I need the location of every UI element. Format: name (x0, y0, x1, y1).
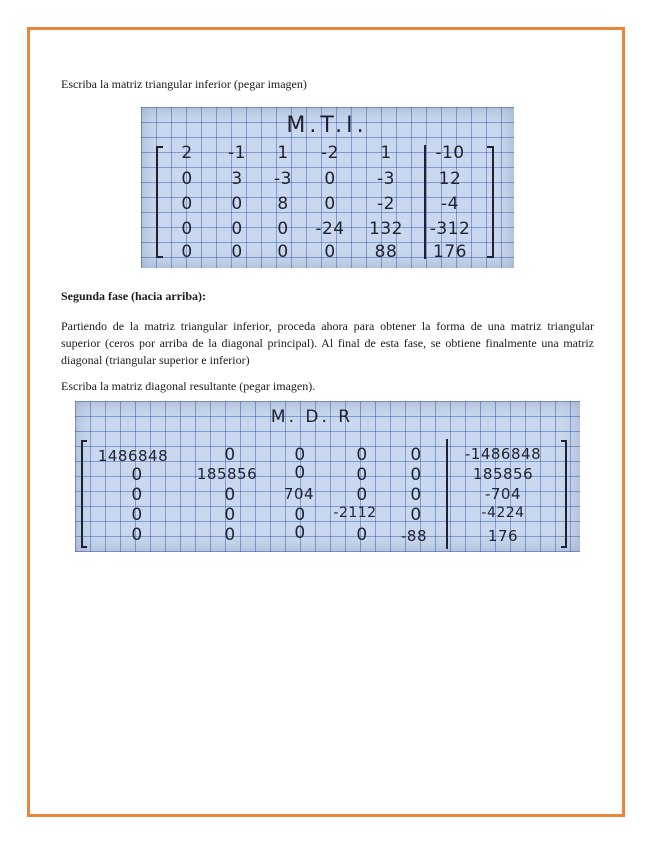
m2-cell: 0 (224, 485, 236, 505)
m1-cell: 176 (433, 242, 467, 262)
m2-cell: 0 (410, 445, 422, 465)
m1-cell: 1 (277, 143, 289, 163)
m1-cell: -3 (377, 169, 395, 189)
m2-cell: 0 (131, 485, 143, 505)
m2-cell: 176 (487, 527, 519, 545)
m1-cell: 0 (181, 242, 193, 262)
m2-cell: 704 (283, 485, 315, 503)
m2-cell: -1486848 (464, 445, 542, 463)
m1-cell: 0 (181, 219, 193, 239)
m1-cell: 0 (231, 219, 243, 239)
m2-cell: -704 (484, 485, 522, 503)
lower-triangular-matrix-image (141, 107, 514, 268)
diagonal-matrix-image (75, 401, 580, 552)
m2-cell: 0 (294, 523, 306, 543)
m1-cell: 12 (438, 169, 462, 189)
m1-cell: 0 (277, 219, 289, 239)
instruction-diagonal: Escriba la matriz diagonal resultante (pegar imagen). (61, 379, 316, 393)
m2-cell: 0 (294, 505, 306, 525)
m1-cell: 3 (231, 169, 243, 189)
m2-cell: -2112 (333, 505, 377, 521)
m1-cell: -2 (321, 143, 339, 163)
phase-description: Partiendo de la matriz triangular inferior, proceda ahora para obtener la forma de una matriz triangular superior (ceros por arriba de la diagonal principal). Al final de esta fase, se obtiene finalmente una matriz diagonal (triangular superior e inferior) (61, 319, 594, 367)
m2-cell: 1486848 (97, 447, 169, 465)
m2-cell: 0 (356, 525, 368, 545)
m2-cell: 0 (131, 505, 143, 525)
m1-cell: 2 (181, 143, 193, 163)
instruction-lower-triangular: Escriba la matriz triangular inferior (pegar imagen) (61, 77, 307, 91)
m2-cell: 0 (410, 505, 422, 525)
m2-cell: 0 (224, 525, 236, 545)
m2-cell: 185856 (472, 465, 534, 483)
m1-cell: 0 (231, 242, 243, 262)
section-heading: Segunda fase (hacia arriba): (61, 289, 206, 303)
m1-cell: -3 (274, 169, 292, 189)
m2-cell: 0 (294, 463, 306, 483)
m2-cell: 0 (224, 505, 236, 525)
m1-cell: 1 (380, 143, 392, 163)
m2-cell: 0 (131, 525, 143, 545)
m1-cell: 8 (277, 194, 289, 214)
m1-cell: 132 (369, 219, 403, 239)
m2-cell: 0 (410, 465, 422, 485)
m1-cell: 0 (181, 169, 193, 189)
m1-cell: -24 (315, 219, 345, 239)
m1-cell: -1 (228, 143, 246, 163)
m1-cell: -4 (441, 194, 459, 214)
m2-cell: 0 (224, 445, 236, 465)
matrix-2-title: M. D. R (270, 407, 354, 427)
m1-cell: 0 (277, 242, 289, 262)
m2-cell: 185856 (196, 465, 258, 483)
m1-cell: 0 (324, 169, 336, 189)
matrix-1-title: M.T.I. (286, 113, 368, 138)
m2-cell: 0 (410, 485, 422, 505)
m1-cell: 0 (231, 194, 243, 214)
m2-cell: 0 (356, 465, 368, 485)
m1-cell: -312 (429, 219, 471, 239)
m1-cell: -2 (377, 194, 395, 214)
m1-cell: 0 (181, 194, 193, 214)
m1-cell: 88 (374, 242, 398, 262)
m2-cell: 0 (356, 485, 368, 505)
m2-cell: 0 (131, 465, 143, 485)
m1-cell: 0 (324, 242, 336, 262)
m2-cell: 0 (356, 445, 368, 465)
m2-cell: -88 (401, 527, 427, 545)
m1-cell: -10 (435, 143, 465, 163)
m2-cell: -4224 (481, 505, 525, 521)
m1-cell: 0 (324, 194, 336, 214)
m2-cell: 0 (294, 445, 306, 465)
